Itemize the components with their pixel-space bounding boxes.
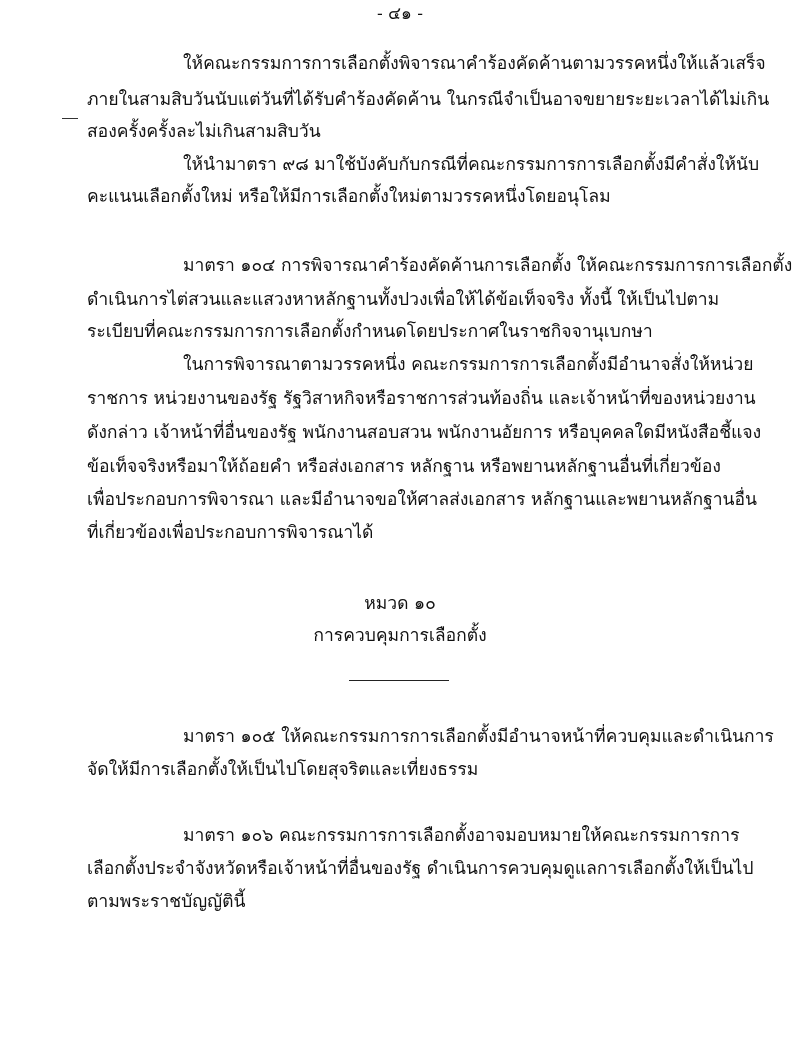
paragraph-line: คะแนนเลือกตั้งใหม่ หรือให้มีการเลือกตั้งใหม่ตามวรรคหนึ่งโดยอนุโลม [87,187,611,207]
paragraph-line: ตามพระราชบัญญัตินี้ [87,892,246,912]
paragraph-line: ที่เกี่ยวข้องเพื่อประกอบการพิจารณาได้ [87,523,374,543]
page-number: - ๔๑ - [377,4,423,24]
paragraph-line: ราชการ หน่วยงานของรัฐ รัฐวิสาหกิจหรือราชการส่วนท้องถิ่น และเจ้าหน้าที่ของหน่วยงาน [87,389,756,409]
paragraph-line: ในการพิจารณาตามวรรคหนึ่ง คณะกรรมการการเลือกตั้งมีอำนาจสั่งให้หน่วย [183,355,754,375]
paragraph-line: ให้คณะกรรมการการเลือกตั้งพิจารณาคำร้องคัดค้านตามวรรคหนึ่งให้แล้วเสร็จ [183,54,766,74]
chapter-number: หมวด ๑๐ [364,594,436,614]
margin-mark [62,118,78,119]
chapter-title: การควบคุมการเลือกตั้ง [313,626,487,646]
paragraph-line: ภายในสามสิบวันนับแต่วันที่ได้รับคำร้องคัดค้าน ในกรณีจำเป็นอาจขยายระยะเวลาได้ไม่เกิน [87,90,770,110]
paragraph-line: เลือกตั้งประจำจังหวัดหรือเจ้าหน้าที่อื่นของรัฐ ดำเนินการควบคุมดูแลการเลือกตั้งให้เป็นไป [87,859,754,879]
paragraph-line: ให้นำมาตรา ๙๘ มาใช้บังคับกับกรณีที่คณะกรรมการการเลือกตั้งมีคำสั่งให้นับ [183,155,760,175]
section-106-heading-line: มาตรา ๑๐๖ คณะกรรมการการเลือกตั้งอาจมอบหมายให้คณะกรรมการการ [183,826,740,846]
paragraph-line: สองครั้งครั้งละไม่เกินสามสิบวัน [87,122,321,142]
divider-line [349,680,449,681]
paragraph-line: ดังกล่าว เจ้าหน้าที่อื่นของรัฐ พนักงานสอบสวน พนักงานอัยการ หรือบุคคลใดมีหนังสือชี้แจง [87,423,762,443]
paragraph-line: ดำเนินการไต่สวนและแสวงหาหลักฐานทั้งปวงเพื่อให้ได้ข้อเท็จจริง ทั้งนี้ ให้เป็นไปตาม [87,290,720,310]
paragraph-line: ระเบียบที่คณะกรรมการการเลือกตั้งกำหนดโดยประกาศในราชกิจจานุเบกษา [87,322,653,342]
section-104-heading-line: มาตรา ๑๐๔ การพิจารณาคำร้องคัดค้านการเลือกตั้ง ให้คณะกรรมการการเลือกตั้ง [183,256,793,276]
paragraph-line: ข้อเท็จจริงหรือมาให้ถ้อยคำ หรือส่งเอกสาร หลักฐาน หรือพยานหลักฐานอื่นที่เกี่ยวข้อง [87,457,721,477]
paragraph-line: จัดให้มีการเลือกตั้งให้เป็นไปโดยสุจริตและเที่ยงธรรม [87,760,479,780]
section-105-heading-line: มาตรา ๑๐๕ ให้คณะกรรมการการเลือกตั้งมีอำนาจหน้าที่ควบคุมและดำเนินการ [183,727,774,747]
paragraph-line: เพื่อประกอบการพิจารณา และมีอำนาจขอให้ศาลส่งเอกสาร หลักฐานและพยานหลักฐานอื่น [87,490,757,510]
